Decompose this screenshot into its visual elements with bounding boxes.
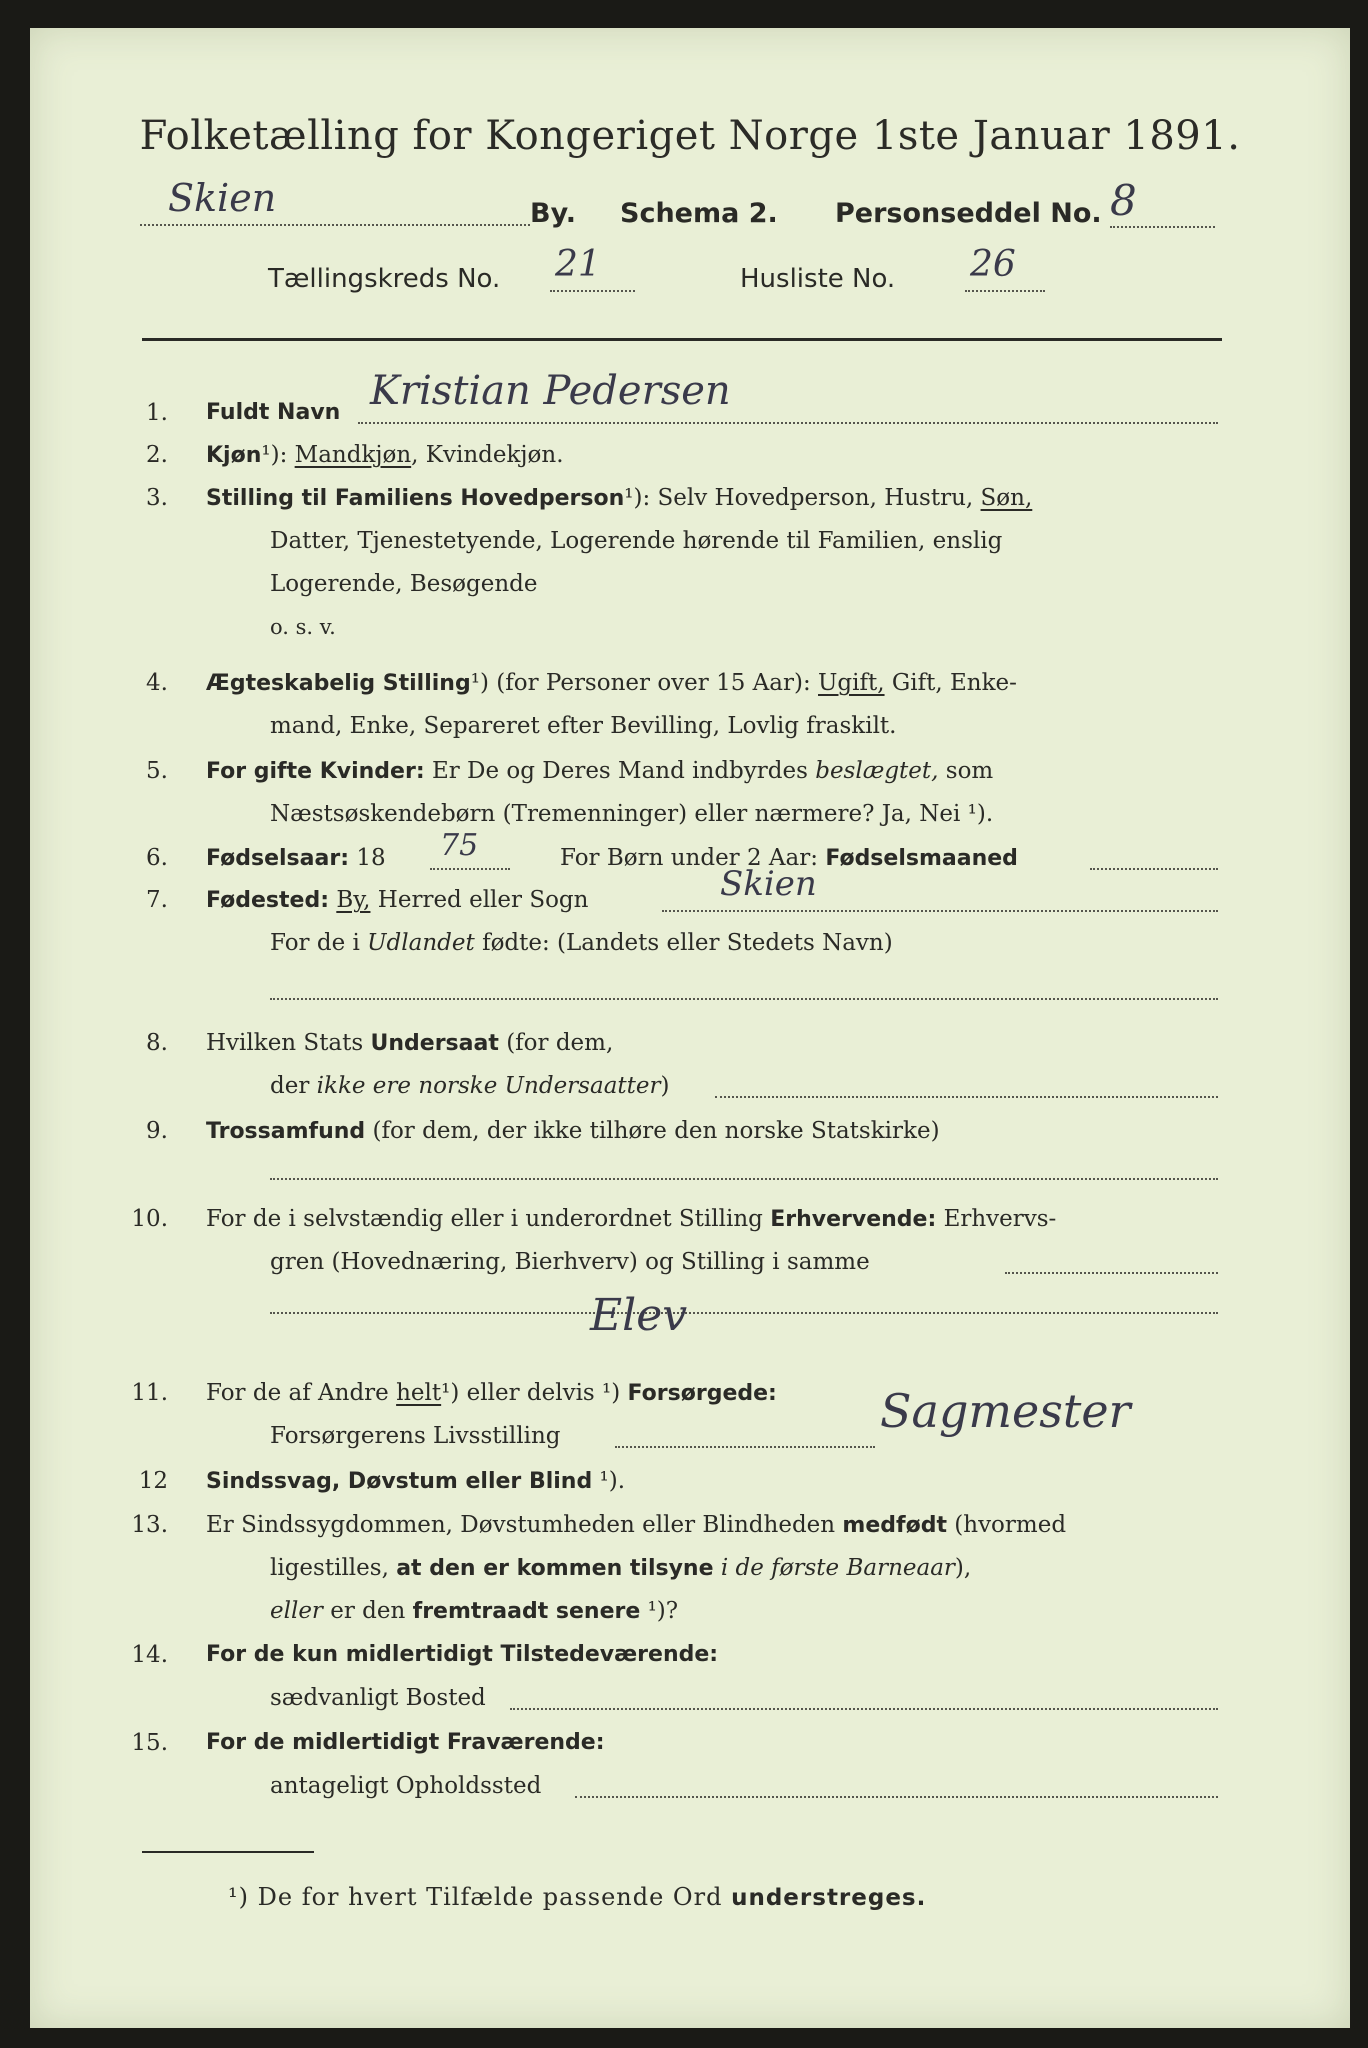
q6-number: 6. [146,845,168,871]
personseddel-dotted-line [1110,226,1215,228]
by-label: By. [530,198,576,229]
q7-label: Fødested: [206,888,329,913]
q3-line-4: o. s. v. [270,615,336,639]
q7-option-by: By, [336,887,371,913]
city-handwritten: Skien [168,176,277,220]
q8-text-3: der [270,1073,310,1099]
q3-line-2: Datter, Tjenestetyende, Logerende hørende til Familien, enslig [270,528,1003,554]
q2-option-kvindekjon: , Kvindekjøn. [411,442,564,468]
q11-helt: helt [396,1380,442,1406]
q3-label: Stilling til Familiens Hovedperson [206,486,625,511]
footnote-text: De for hvert Tilfælde passende Ord [257,1883,723,1911]
q5-text-1: Er De og Deres Mand indbyrdes [431,758,808,784]
q11-number: 11. [131,1380,168,1406]
q11-answer-provider: Sagmester [880,1384,1131,1438]
q9-number: 9. [146,1118,168,1144]
footnote-mark: ¹) [228,1883,249,1911]
q8-text-2: (for dem, [506,1030,614,1056]
q15-label: For de midlertidigt Fraværende: [206,1730,605,1755]
q11-dotted-line [615,1446,875,1448]
q12-label: Sindssvag, Døvstum eller Blind [206,1469,593,1494]
q10-dotted-line [1005,1272,1218,1274]
q2-line [206,440,564,471]
q5-line-1 [206,756,993,787]
kreds-number: 21 [555,244,601,285]
q10-text-1: For de i selvstændig eller i underordnet Stilling [206,1206,763,1232]
footnote-rule [142,1851,314,1853]
q2-option-mandkjon: Mandkjøn [294,442,412,468]
husliste-dotted-line [965,290,1045,292]
q8-line-2 [270,1071,669,1101]
q7-udlandet: Udlandet [367,930,475,956]
q15-line-2: antageligt Opholdssted [270,1773,542,1799]
q15-number: 15. [131,1730,168,1756]
q12-line-1 [206,1466,625,1497]
q13-number: 13. [131,1512,168,1538]
kreds-dotted-line [550,290,635,292]
q6-maaned: Fødselsmaaned [825,846,1018,871]
q3-line-3: Logerende, Besøgende [270,571,538,597]
q13-fremtraadt: fremtraadt senere [412,1599,641,1624]
q4-option-ugift: Ugift, [818,670,885,696]
q7-line-2 [270,928,893,958]
q5-text-2: som [945,758,994,784]
q8-label: Undersaat [370,1031,499,1056]
q7-text-2b: fødte: (Landets eller Stedets Navn) [482,930,893,956]
q7-dotted-line-2 [270,998,1218,1000]
q6-year-handwritten: 75 [440,828,479,863]
q8-close-paren: ) [660,1073,670,1099]
q13-text-1: Er Sindssygdommen, Døvstumheden eller Blindheden [206,1512,836,1538]
q9-text: (for dem, der ikke tilhøre den norske Statskirke) [372,1118,940,1144]
q4-line-2: mand, Enke, Separeret efter Bevilling, Lovlig fraskilt. [270,713,897,739]
q8-line-1 [206,1028,613,1059]
q6-maaned-dotted-line [1090,868,1218,870]
q13-text-6: er den [330,1598,406,1624]
husliste-number: 26 [970,244,1016,285]
schema-label: Schema 2. [620,198,778,229]
personseddel-label: Personseddel No. [835,198,1102,229]
personseddel-number: 8 [1110,176,1137,225]
q9-dotted-line [270,1178,1218,1180]
q13-medfodt: medfødt [842,1513,947,1538]
q1-number: 1. [146,400,168,426]
q14-label: For de kun midlertidigt Tilstedeværende: [206,1642,719,1667]
q13-italic-1: i de første Barneaar [720,1555,955,1581]
q13-text-7: ¹)? [647,1598,679,1624]
q8-italic: ikke ere norske Undersaatter [316,1073,661,1099]
q13-text-3: ligestilles, [270,1555,389,1581]
census-form [30,28,1350,2028]
q7-text: Herred eller Sogn [377,887,589,913]
q3-sup: ¹): [624,485,651,511]
q13-italic-2: eller [270,1598,323,1624]
kreds-label: Tællingskreds No. [268,264,501,294]
q10-number: 10. [131,1206,168,1232]
q8-dotted-line [715,1096,1218,1098]
q5-label: For gifte Kvinder: [206,759,425,784]
q11-text-2: ¹) eller delvis ¹) [441,1380,621,1406]
q2-number: 2. [146,442,168,468]
q15-dotted-line [575,1796,1218,1798]
q6-year-dotted-line [430,868,510,870]
q8-number: 8. [146,1030,168,1056]
q2-label: Kjøn [206,443,262,468]
q10-line-1 [206,1204,1056,1235]
form-title: Folketælling for Kongeriget Norge 1ste Januar 1891. [139,113,1241,159]
q8-text-1: Hvilken Stats [206,1030,364,1056]
q12-sup: ¹). [599,1468,626,1494]
q7-text-2a: For de i [270,930,360,956]
q10-text-2: Erhvervs- [943,1206,1057,1232]
q4-label: Ægteskabelig Stilling [206,671,471,696]
q4-text-1: (for Personer over 15 Aar): [496,670,811,696]
q13-line-2 [270,1553,971,1584]
q13-text-5: ), [954,1555,972,1581]
q6-text: For Børn under 2 Aar: [560,845,818,871]
header-rule [142,338,1222,341]
q6-label: Fødselsaar: [206,846,349,871]
q10-dotted-line-2 [270,1312,1218,1314]
q14-line-2: sædvanligt Bosted [270,1685,486,1711]
q3-options-1: Selv Hovedperson, Hustru, [657,485,974,511]
q4-text-2: Gift, Enke- [891,670,1017,696]
q14-number: 14. [131,1642,168,1668]
q12-number: 12 [138,1468,168,1494]
q10-line-2: gren (Hovednæring, Bierhverv) og Stilling i samme [270,1249,870,1275]
husliste-label: Husliste No. [740,264,896,294]
city-dotted-line [140,224,530,226]
q5-line-2: Næstsøskendebørn (Tremenninger) eller nærmere? Ja, Nei ¹). [270,801,994,827]
q13-line-1 [206,1510,1066,1541]
q3-option-son: Søn, [980,485,1033,511]
q11-line-1 [206,1378,777,1409]
q4-sup: ¹) [470,670,489,696]
q13-text-2: (hvormed [954,1512,1067,1538]
q2-sup: ¹): [261,442,288,468]
q5-number: 5. [146,758,168,784]
q13-text-4: at den er kommen tilsyne [396,1556,714,1581]
q7-line-1 [206,885,588,916]
q4-number: 4. [146,670,168,696]
footnote [228,1882,926,1913]
q1-dotted-line [358,422,1218,424]
q10-label: Erhvervende: [770,1207,937,1232]
q7-number: 7. [146,887,168,913]
q11-label: Forsørgede: [627,1381,777,1406]
q13-line-3 [270,1596,678,1627]
q7-answer-place: Skien [720,864,817,904]
q11-text-1: For de af Andre [206,1380,389,1406]
footnote-bold: understreges. [731,1885,927,1911]
q1-label: Fuldt Navn [206,400,341,425]
q3-line-1 [206,483,1032,514]
q1-answer-name: Kristian Pedersen [370,368,731,414]
q3-number: 3. [146,485,168,511]
q4-line-1 [206,668,1017,699]
q9-label: Trossamfund [206,1119,366,1144]
q5-beslaegtet: beslægtet, [815,758,939,784]
q11-line-2: Forsørgerens Livsstilling [270,1423,561,1449]
q14-dotted-line [510,1708,1218,1710]
q10-answer-occupation: Elev [590,1290,688,1341]
q6-year-prefix: 18 [356,845,386,871]
q6-line-1 [206,843,386,874]
q9-line-1 [206,1116,940,1147]
q7-dotted-line [662,910,1218,912]
